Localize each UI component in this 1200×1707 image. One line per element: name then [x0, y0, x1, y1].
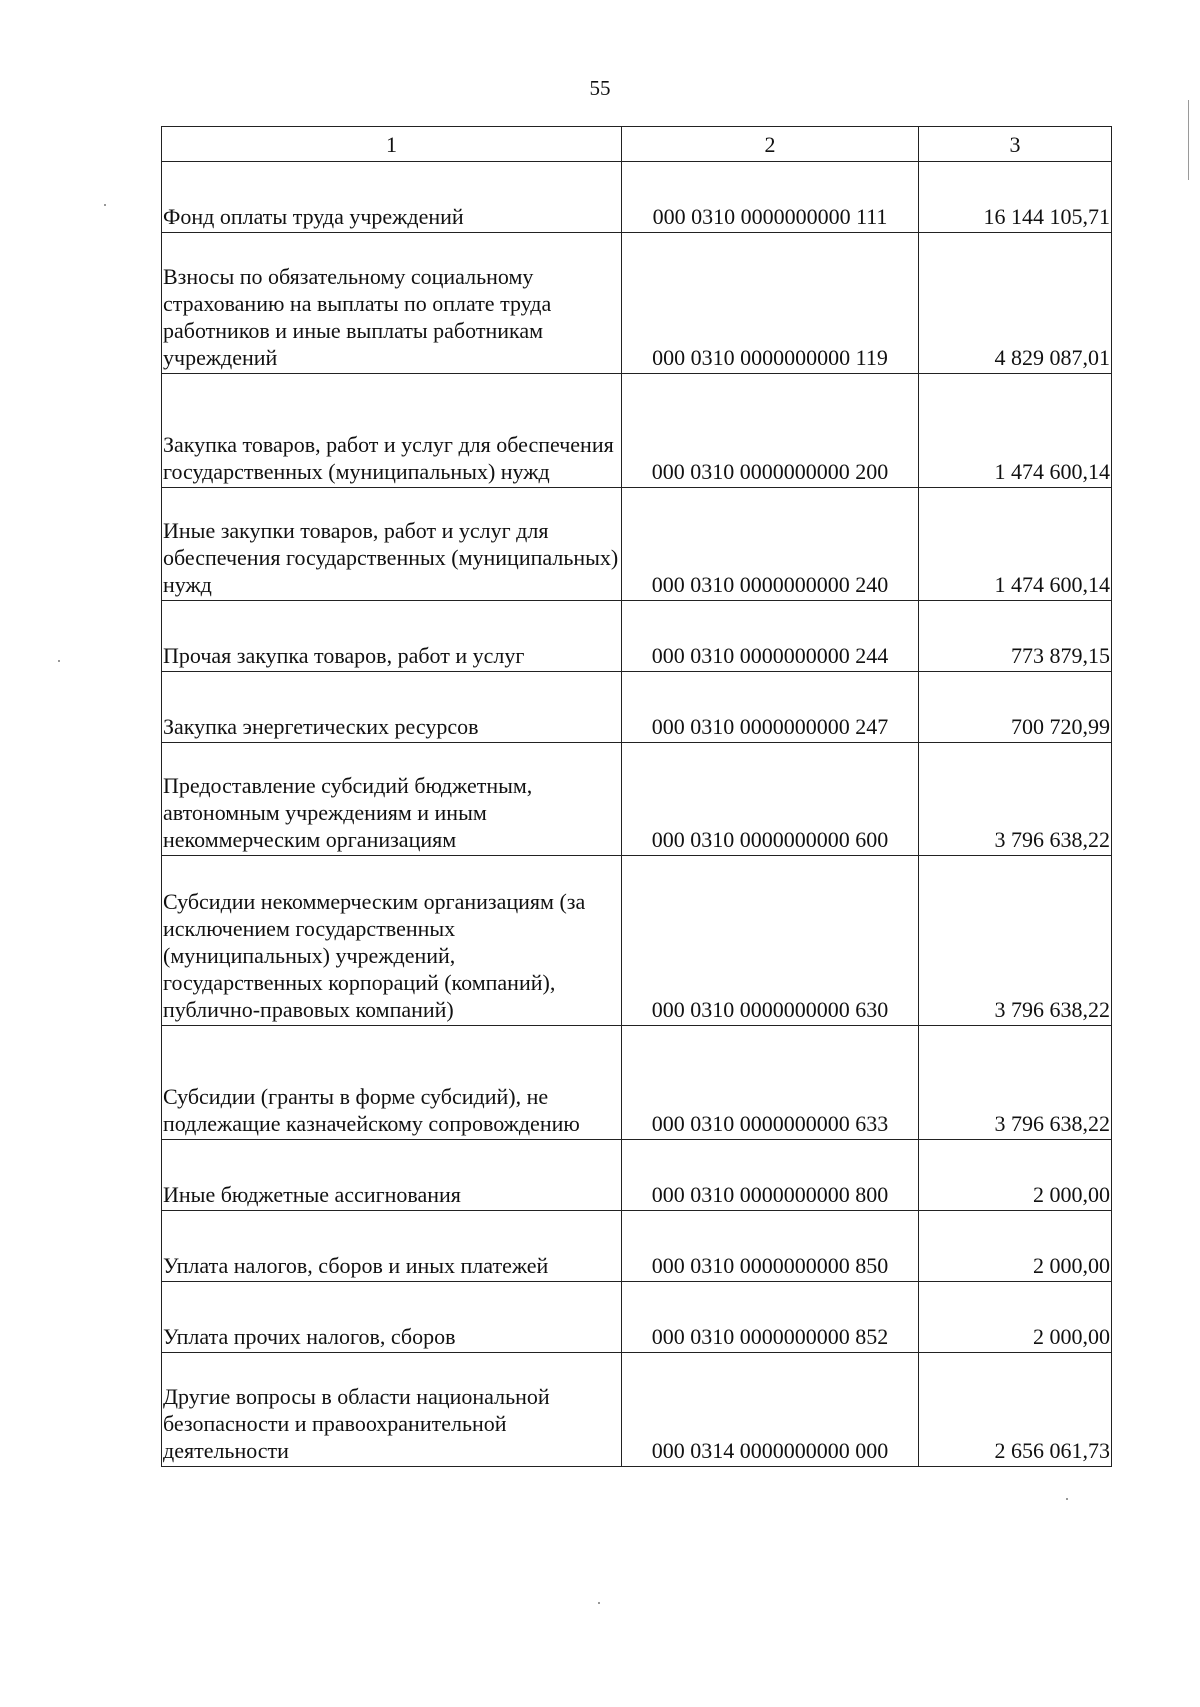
table-row	[162, 1282, 1112, 1353]
row-code: 000 0310 0000000000 119	[622, 233, 919, 374]
row-name: Прочая закупка товаров, работ и услуг	[162, 601, 622, 672]
row-code: 000 0314 0000000000 000	[622, 1353, 919, 1467]
row-code: 000 0310 0000000000 852	[622, 1282, 919, 1353]
row-code: 000 0310 0000000000 200	[622, 374, 919, 488]
row-amount: 3 796 638,22	[919, 1026, 1112, 1140]
table-row	[162, 1140, 1112, 1211]
row-amount: 2 000,00	[919, 1282, 1112, 1353]
table-row	[162, 601, 1112, 672]
row-name: Фонд оплаты труда учреждений	[162, 162, 622, 233]
row-code: 000 0310 0000000000 850	[622, 1211, 919, 1282]
row-amount: 3 796 638,22	[919, 856, 1112, 1026]
row-amount: 1 474 600,14	[919, 488, 1112, 601]
scan-speck	[1066, 1498, 1068, 1500]
row-name: Предоставление субсидий бюджетным, автономным учреждениям и иным некоммерческим организациям	[162, 743, 622, 856]
table-header-row	[162, 127, 1112, 162]
column-header-3: 3	[919, 127, 1112, 162]
scan-speck	[58, 660, 60, 662]
table-row	[162, 374, 1112, 488]
row-name: Закупка энергетических ресурсов	[162, 672, 622, 743]
table-row	[162, 1211, 1112, 1282]
table-row	[162, 743, 1112, 856]
row-name: Другие вопросы в области национальной безопасности и правоохранительной деятельности	[162, 1353, 622, 1467]
page-number: 55	[589, 76, 611, 100]
row-code: 000 0310 0000000000 247	[622, 672, 919, 743]
row-name: Взносы по обязательному социальному страхованию на выплаты по оплате труда работников и иные выплаты работникам учреждений	[162, 233, 622, 374]
row-name: Субсидии (гранты в форме субсидий), не подлежащие казначейскому сопровождению	[162, 1026, 622, 1140]
scan-speck	[598, 1602, 600, 1604]
row-code: 000 0310 0000000000 244	[622, 601, 919, 672]
row-code: 000 0310 0000000000 111	[622, 162, 919, 233]
table-row	[162, 1353, 1112, 1467]
table-row	[162, 672, 1112, 743]
row-amount: 2 000,00	[919, 1140, 1112, 1211]
row-name: Иные бюджетные ассигнования	[162, 1140, 622, 1211]
column-header-1: 1	[162, 127, 622, 162]
row-name: Уплата прочих налогов, сборов	[162, 1282, 622, 1353]
row-code: 000 0310 0000000000 240	[622, 488, 919, 601]
row-code: 000 0310 0000000000 600	[622, 743, 919, 856]
row-amount: 4 829 087,01	[919, 233, 1112, 374]
scan-edge-mark	[1188, 100, 1189, 180]
row-amount: 773 879,15	[919, 601, 1112, 672]
row-amount: 1 474 600,14	[919, 374, 1112, 488]
scan-speck	[104, 204, 106, 206]
column-header-2: 2	[622, 127, 919, 162]
row-code: 000 0310 0000000000 630	[622, 856, 919, 1026]
row-name: Субсидии некоммерческим организациям (за исключением государственных (муниципальных) учреждений, государственных корпораций (компаний), публично-правовых компаний)	[162, 856, 622, 1026]
row-amount: 2 656 061,73	[919, 1353, 1112, 1467]
row-amount: 2 000,00	[919, 1211, 1112, 1282]
budget-table	[161, 126, 1112, 1467]
row-amount: 3 796 638,22	[919, 743, 1112, 856]
table-row	[162, 162, 1112, 233]
row-code: 000 0310 0000000000 800	[622, 1140, 919, 1211]
table-row	[162, 856, 1112, 1026]
row-name: Иные закупки товаров, работ и услуг для обеспечения государственных (муниципальных) нужд	[162, 488, 622, 601]
row-amount: 700 720,99	[919, 672, 1112, 743]
row-name: Уплата налогов, сборов и иных платежей	[162, 1211, 622, 1282]
row-name: Закупка товаров, работ и услуг для обеспечения государственных (муниципальных) нужд	[162, 374, 622, 488]
row-amount: 16 144 105,71	[919, 162, 1112, 233]
row-code: 000 0310 0000000000 633	[622, 1026, 919, 1140]
table-row	[162, 1026, 1112, 1140]
table-row	[162, 233, 1112, 374]
table-row	[162, 488, 1112, 601]
